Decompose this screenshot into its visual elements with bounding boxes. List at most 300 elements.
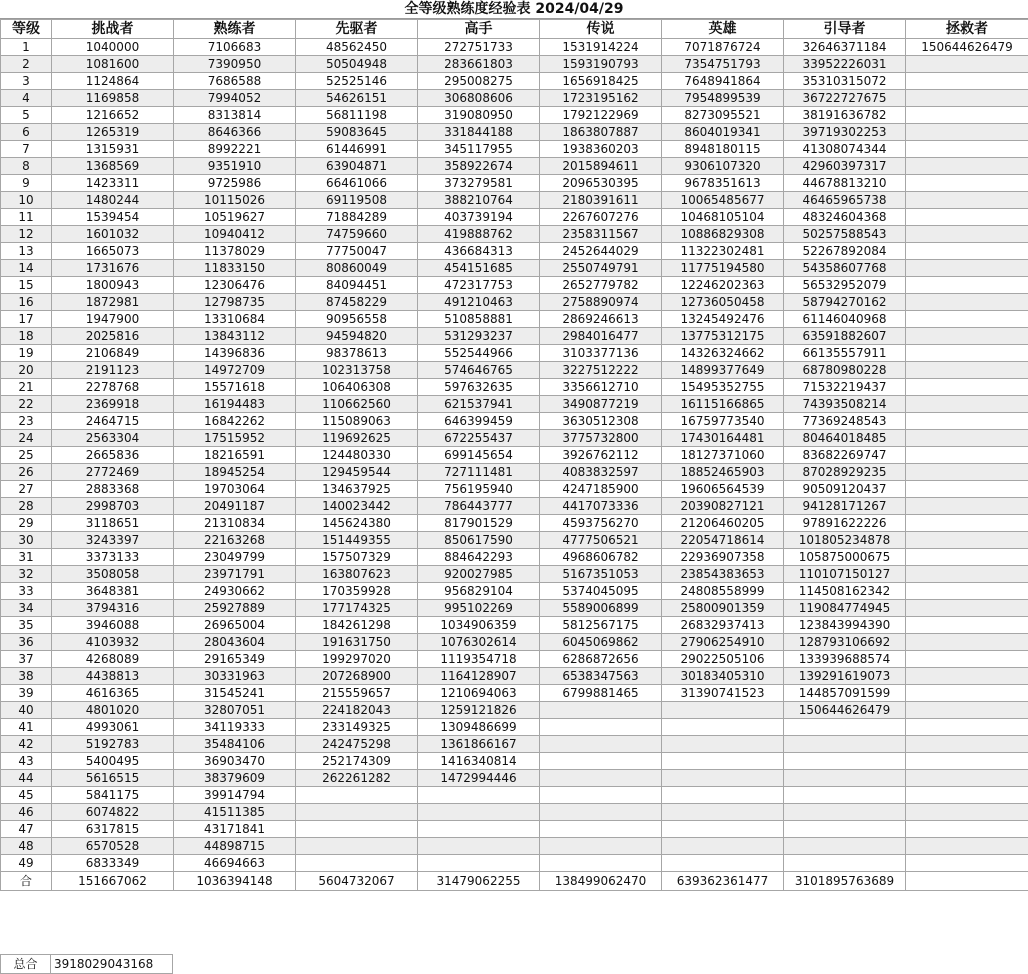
- level-cell[interactable]: 14: [1, 260, 52, 277]
- exp-cell[interactable]: 114508162342: [784, 583, 906, 600]
- exp-cell[interactable]: [296, 821, 418, 838]
- exp-cell[interactable]: [906, 668, 1028, 685]
- exp-cell[interactable]: 1480244: [52, 192, 174, 209]
- exp-cell[interactable]: 98378613: [296, 345, 418, 362]
- exp-cell[interactable]: [540, 821, 662, 838]
- exp-cell[interactable]: [296, 838, 418, 855]
- exp-cell[interactable]: [906, 447, 1028, 464]
- exp-cell[interactable]: 2984016477: [540, 328, 662, 345]
- exp-cell[interactable]: [906, 481, 1028, 498]
- level-cell[interactable]: 47: [1, 821, 52, 838]
- exp-cell[interactable]: [662, 702, 784, 719]
- exp-cell[interactable]: [906, 583, 1028, 600]
- exp-cell[interactable]: 29165349: [174, 651, 296, 668]
- exp-cell[interactable]: 1309486699: [418, 719, 540, 736]
- exp-cell[interactable]: 12736050458: [662, 294, 784, 311]
- exp-cell[interactable]: 43171841: [174, 821, 296, 838]
- header-level[interactable]: 等级: [1, 20, 52, 39]
- exp-cell[interactable]: 2550749791: [540, 260, 662, 277]
- exp-cell[interactable]: [906, 651, 1028, 668]
- exp-cell[interactable]: 61446991: [296, 141, 418, 158]
- exp-cell[interactable]: [906, 804, 1028, 821]
- exp-cell[interactable]: [784, 719, 906, 736]
- exp-cell[interactable]: 207268900: [296, 668, 418, 685]
- level-cell[interactable]: 27: [1, 481, 52, 498]
- exp-cell[interactable]: 597632635: [418, 379, 540, 396]
- exp-cell[interactable]: 84094451: [296, 277, 418, 294]
- exp-cell[interactable]: [662, 787, 784, 804]
- exp-cell[interactable]: 3227512222: [540, 362, 662, 379]
- exp-cell[interactable]: 9678351613: [662, 175, 784, 192]
- exp-cell[interactable]: 83682269747: [784, 447, 906, 464]
- exp-cell[interactable]: [906, 56, 1028, 73]
- level-cell[interactable]: 15: [1, 277, 52, 294]
- level-cell[interactable]: 1: [1, 39, 52, 56]
- exp-cell[interactable]: 56811198: [296, 107, 418, 124]
- exp-cell[interactable]: 727111481: [418, 464, 540, 481]
- exp-cell[interactable]: 12306476: [174, 277, 296, 294]
- exp-cell[interactable]: 373279581: [418, 175, 540, 192]
- exp-cell[interactable]: 48562450: [296, 39, 418, 56]
- exp-cell[interactable]: 87028929235: [784, 464, 906, 481]
- exp-cell[interactable]: [784, 770, 906, 787]
- exp-cell[interactable]: [906, 158, 1028, 175]
- exp-cell[interactable]: 106406308: [296, 379, 418, 396]
- exp-cell[interactable]: [906, 515, 1028, 532]
- exp-cell[interactable]: 54358607768: [784, 260, 906, 277]
- level-cell[interactable]: 19: [1, 345, 52, 362]
- level-cell[interactable]: 24: [1, 430, 52, 447]
- exp-cell[interactable]: 8992221: [174, 141, 296, 158]
- exp-cell[interactable]: [906, 464, 1028, 481]
- exp-cell[interactable]: [906, 634, 1028, 651]
- exp-cell[interactable]: [906, 107, 1028, 124]
- exp-cell[interactable]: [906, 600, 1028, 617]
- exp-cell[interactable]: 28043604: [174, 634, 296, 651]
- exp-cell[interactable]: 32807051: [174, 702, 296, 719]
- exp-cell[interactable]: 11322302481: [662, 243, 784, 260]
- exp-cell[interactable]: [906, 311, 1028, 328]
- exp-cell[interactable]: 1947900: [52, 311, 174, 328]
- level-cell[interactable]: 30: [1, 532, 52, 549]
- exp-cell[interactable]: 3794316: [52, 600, 174, 617]
- level-cell[interactable]: 33: [1, 583, 52, 600]
- exp-cell[interactable]: 12246202363: [662, 277, 784, 294]
- exp-cell[interactable]: 6074822: [52, 804, 174, 821]
- exp-cell[interactable]: 4993061: [52, 719, 174, 736]
- exp-cell[interactable]: [784, 821, 906, 838]
- exp-cell[interactable]: 90509120437: [784, 481, 906, 498]
- exp-cell[interactable]: 24930662: [174, 583, 296, 600]
- exp-cell[interactable]: [906, 770, 1028, 787]
- exp-cell[interactable]: 24808558999: [662, 583, 784, 600]
- total-cell[interactable]: 639362361477: [662, 872, 784, 891]
- exp-cell[interactable]: 2025816: [52, 328, 174, 345]
- exp-cell[interactable]: 5589006899: [540, 600, 662, 617]
- exp-cell[interactable]: 44898715: [174, 838, 296, 855]
- exp-cell[interactable]: 8646366: [174, 124, 296, 141]
- exp-cell[interactable]: 2015894611: [540, 158, 662, 175]
- exp-cell[interactable]: 1423311: [52, 175, 174, 192]
- exp-cell[interactable]: 5841175: [52, 787, 174, 804]
- exp-cell[interactable]: 817901529: [418, 515, 540, 532]
- level-cell[interactable]: 16: [1, 294, 52, 311]
- level-cell[interactable]: 25: [1, 447, 52, 464]
- exp-cell[interactable]: 1472994446: [418, 770, 540, 787]
- exp-cell[interactable]: 884642293: [418, 549, 540, 566]
- exp-cell[interactable]: 956829104: [418, 583, 540, 600]
- exp-cell[interactable]: 4247185900: [540, 481, 662, 498]
- exp-cell[interactable]: 2652779782: [540, 277, 662, 294]
- exp-cell[interactable]: 170359928: [296, 583, 418, 600]
- exp-cell[interactable]: 2369918: [52, 396, 174, 413]
- exp-cell[interactable]: [296, 787, 418, 804]
- level-cell[interactable]: 4: [1, 90, 52, 107]
- exp-cell[interactable]: 491210463: [418, 294, 540, 311]
- exp-cell[interactable]: 56532952079: [784, 277, 906, 294]
- exp-cell[interactable]: [906, 821, 1028, 838]
- exp-cell[interactable]: [906, 838, 1028, 855]
- exp-cell[interactable]: [784, 787, 906, 804]
- level-cell[interactable]: 35: [1, 617, 52, 634]
- exp-cell[interactable]: [906, 685, 1028, 702]
- exp-cell[interactable]: 9306107320: [662, 158, 784, 175]
- level-cell[interactable]: 36: [1, 634, 52, 651]
- exp-cell[interactable]: 71884289: [296, 209, 418, 226]
- exp-cell[interactable]: 38379609: [174, 770, 296, 787]
- level-cell[interactable]: 31: [1, 549, 52, 566]
- exp-cell[interactable]: [906, 736, 1028, 753]
- exp-cell[interactable]: 6799881465: [540, 685, 662, 702]
- exp-cell[interactable]: 1656918425: [540, 73, 662, 90]
- exp-cell[interactable]: 995102269: [418, 600, 540, 617]
- exp-cell[interactable]: 90956558: [296, 311, 418, 328]
- exp-cell[interactable]: 94594820: [296, 328, 418, 345]
- exp-cell[interactable]: 1119354718: [418, 651, 540, 668]
- exp-cell[interactable]: [906, 566, 1028, 583]
- exp-cell[interactable]: 8948180115: [662, 141, 784, 158]
- exp-cell[interactable]: [540, 753, 662, 770]
- exp-cell[interactable]: 756195940: [418, 481, 540, 498]
- exp-cell[interactable]: 163807623: [296, 566, 418, 583]
- exp-cell[interactable]: 4968606782: [540, 549, 662, 566]
- exp-cell[interactable]: [906, 702, 1028, 719]
- exp-cell[interactable]: 119084774945: [784, 600, 906, 617]
- exp-cell[interactable]: [906, 617, 1028, 634]
- exp-cell[interactable]: 1531914224: [540, 39, 662, 56]
- level-cell[interactable]: 26: [1, 464, 52, 481]
- exp-cell[interactable]: [906, 855, 1028, 872]
- exp-cell[interactable]: 1216652: [52, 107, 174, 124]
- exp-cell[interactable]: 33952226031: [784, 56, 906, 73]
- exp-cell[interactable]: [418, 821, 540, 838]
- exp-cell[interactable]: 1034906359: [418, 617, 540, 634]
- exp-cell[interactable]: [784, 736, 906, 753]
- header-expert[interactable]: 高手: [418, 20, 540, 39]
- exp-cell[interactable]: [662, 770, 784, 787]
- exp-cell[interactable]: 7390950: [174, 56, 296, 73]
- exp-cell[interactable]: [906, 209, 1028, 226]
- exp-cell[interactable]: 7954899539: [662, 90, 784, 107]
- exp-cell[interactable]: 20390827121: [662, 498, 784, 515]
- header-savior[interactable]: 拯救者: [906, 20, 1028, 39]
- exp-cell[interactable]: 2180391611: [540, 192, 662, 209]
- exp-cell[interactable]: [906, 549, 1028, 566]
- exp-cell[interactable]: 242475298: [296, 736, 418, 753]
- exp-cell[interactable]: 1259121826: [418, 702, 540, 719]
- total-cell[interactable]: 5604732067: [296, 872, 418, 891]
- exp-cell[interactable]: [906, 787, 1028, 804]
- exp-cell[interactable]: 25927889: [174, 600, 296, 617]
- level-cell[interactable]: 12: [1, 226, 52, 243]
- level-cell[interactable]: 13: [1, 243, 52, 260]
- exp-cell[interactable]: 11775194580: [662, 260, 784, 277]
- exp-cell[interactable]: 77750047: [296, 243, 418, 260]
- exp-cell[interactable]: 3118651: [52, 515, 174, 532]
- exp-cell[interactable]: 8273095521: [662, 107, 784, 124]
- exp-cell[interactable]: 4103932: [52, 634, 174, 651]
- exp-cell[interactable]: 306808606: [418, 90, 540, 107]
- exp-cell[interactable]: 8313814: [174, 107, 296, 124]
- exp-cell[interactable]: 2358311567: [540, 226, 662, 243]
- exp-cell[interactable]: 10065485677: [662, 192, 784, 209]
- exp-cell[interactable]: 2869246613: [540, 311, 662, 328]
- exp-cell[interactable]: [540, 702, 662, 719]
- exp-cell[interactable]: 48324604368: [784, 209, 906, 226]
- level-cell[interactable]: 17: [1, 311, 52, 328]
- level-cell[interactable]: 45: [1, 787, 52, 804]
- exp-cell[interactable]: [906, 719, 1028, 736]
- exp-cell[interactable]: 920027985: [418, 566, 540, 583]
- exp-cell[interactable]: 786443777: [418, 498, 540, 515]
- exp-cell[interactable]: 699145654: [418, 447, 540, 464]
- exp-cell[interactable]: 2464715: [52, 413, 174, 430]
- exp-cell[interactable]: 5374045095: [540, 583, 662, 600]
- exp-cell[interactable]: 2665836: [52, 447, 174, 464]
- grand-total-value[interactable]: 3918029043168: [51, 955, 173, 973]
- exp-cell[interactable]: 22054718614: [662, 532, 784, 549]
- exp-cell[interactable]: 10940412: [174, 226, 296, 243]
- level-cell[interactable]: 6: [1, 124, 52, 141]
- header-guide[interactable]: 引导者: [784, 20, 906, 39]
- level-cell[interactable]: 32: [1, 566, 52, 583]
- header-challenger[interactable]: 挑战者: [52, 20, 174, 39]
- exp-cell[interactable]: 6833349: [52, 855, 174, 872]
- exp-cell[interactable]: 68780980228: [784, 362, 906, 379]
- level-cell[interactable]: 41: [1, 719, 52, 736]
- exp-cell[interactable]: 129459544: [296, 464, 418, 481]
- exp-cell[interactable]: 1601032: [52, 226, 174, 243]
- exp-cell[interactable]: 69119508: [296, 192, 418, 209]
- exp-cell[interactable]: 87458229: [296, 294, 418, 311]
- exp-cell[interactable]: 6317815: [52, 821, 174, 838]
- exp-cell[interactable]: 50257588543: [784, 226, 906, 243]
- exp-cell[interactable]: 74393508214: [784, 396, 906, 413]
- exp-cell[interactable]: 2106849: [52, 345, 174, 362]
- exp-cell[interactable]: 19606564539: [662, 481, 784, 498]
- exp-cell[interactable]: 5812567175: [540, 617, 662, 634]
- header-skilled[interactable]: 熟练者: [174, 20, 296, 39]
- exp-cell[interactable]: 1723195162: [540, 90, 662, 107]
- exp-cell[interactable]: 7648941864: [662, 73, 784, 90]
- exp-cell[interactable]: 31390741523: [662, 685, 784, 702]
- exp-cell[interactable]: 14326324662: [662, 345, 784, 362]
- exp-cell[interactable]: 672255437: [418, 430, 540, 447]
- exp-cell[interactable]: [662, 838, 784, 855]
- exp-cell[interactable]: 3926762112: [540, 447, 662, 464]
- exp-cell[interactable]: [662, 719, 784, 736]
- total-cell[interactable]: [906, 872, 1028, 891]
- exp-cell[interactable]: [296, 855, 418, 872]
- exp-cell[interactable]: 319080950: [418, 107, 540, 124]
- exp-cell[interactable]: 18945254: [174, 464, 296, 481]
- exp-cell[interactable]: 144857091599: [784, 685, 906, 702]
- exp-cell[interactable]: 17515952: [174, 430, 296, 447]
- exp-cell[interactable]: 184261298: [296, 617, 418, 634]
- exp-cell[interactable]: 4616365: [52, 685, 174, 702]
- exp-cell[interactable]: 1593190793: [540, 56, 662, 73]
- exp-cell[interactable]: [540, 787, 662, 804]
- exp-cell[interactable]: 105875000675: [784, 549, 906, 566]
- exp-cell[interactable]: 262261282: [296, 770, 418, 787]
- exp-cell[interactable]: 419888762: [418, 226, 540, 243]
- exp-cell[interactable]: 29022505106: [662, 651, 784, 668]
- exp-cell[interactable]: 15571618: [174, 379, 296, 396]
- exp-cell[interactable]: 26832937413: [662, 617, 784, 634]
- exp-cell[interactable]: 21310834: [174, 515, 296, 532]
- exp-cell[interactable]: 2758890974: [540, 294, 662, 311]
- exp-cell[interactable]: [906, 175, 1028, 192]
- exp-cell[interactable]: 119692625: [296, 430, 418, 447]
- exp-cell[interactable]: 2883368: [52, 481, 174, 498]
- exp-cell[interactable]: 1368569: [52, 158, 174, 175]
- exp-cell[interactable]: 134637925: [296, 481, 418, 498]
- exp-cell[interactable]: 358922674: [418, 158, 540, 175]
- exp-cell[interactable]: 97891622226: [784, 515, 906, 532]
- total-cell[interactable]: 31479062255: [418, 872, 540, 891]
- header-hero[interactable]: 英雄: [662, 20, 784, 39]
- exp-cell[interactable]: 3630512308: [540, 413, 662, 430]
- exp-cell[interactable]: 110662560: [296, 396, 418, 413]
- exp-cell[interactable]: [662, 855, 784, 872]
- exp-cell[interactable]: 13775312175: [662, 328, 784, 345]
- exp-cell[interactable]: 7106683: [174, 39, 296, 56]
- exp-cell[interactable]: 35484106: [174, 736, 296, 753]
- exp-cell[interactable]: 295008275: [418, 73, 540, 90]
- exp-cell[interactable]: [906, 532, 1028, 549]
- exp-cell[interactable]: 1076302614: [418, 634, 540, 651]
- exp-cell[interactable]: [296, 804, 418, 821]
- exp-cell[interactable]: [418, 804, 540, 821]
- exp-cell[interactable]: [906, 277, 1028, 294]
- exp-cell[interactable]: 15495352755: [662, 379, 784, 396]
- exp-cell[interactable]: [540, 719, 662, 736]
- exp-cell[interactable]: 61146040968: [784, 311, 906, 328]
- exp-cell[interactable]: [662, 821, 784, 838]
- exp-cell[interactable]: 20491187: [174, 498, 296, 515]
- total-cell[interactable]: 138499062470: [540, 872, 662, 891]
- level-cell[interactable]: 42: [1, 736, 52, 753]
- exp-cell[interactable]: 71532219437: [784, 379, 906, 396]
- exp-cell[interactable]: [540, 736, 662, 753]
- exp-cell[interactable]: 11378029: [174, 243, 296, 260]
- exp-cell[interactable]: 1665073: [52, 243, 174, 260]
- exp-cell[interactable]: 1081600: [52, 56, 174, 73]
- exp-cell[interactable]: 110107150127: [784, 566, 906, 583]
- exp-cell[interactable]: 3103377136: [540, 345, 662, 362]
- exp-cell[interactable]: 54626151: [296, 90, 418, 107]
- exp-cell[interactable]: 66461066: [296, 175, 418, 192]
- level-cell[interactable]: 48: [1, 838, 52, 855]
- exp-cell[interactable]: [906, 90, 1028, 107]
- level-cell[interactable]: 2: [1, 56, 52, 73]
- exp-cell[interactable]: 21206460205: [662, 515, 784, 532]
- level-cell[interactable]: 49: [1, 855, 52, 872]
- exp-cell[interactable]: 41308074344: [784, 141, 906, 158]
- exp-cell[interactable]: [662, 736, 784, 753]
- exp-cell[interactable]: 123843994390: [784, 617, 906, 634]
- exp-cell[interactable]: 3373133: [52, 549, 174, 566]
- exp-cell[interactable]: 233149325: [296, 719, 418, 736]
- level-cell[interactable]: 7: [1, 141, 52, 158]
- exp-cell[interactable]: 66135557911: [784, 345, 906, 362]
- exp-cell[interactable]: 26965004: [174, 617, 296, 634]
- exp-cell[interactable]: 94128171267: [784, 498, 906, 515]
- exp-cell[interactable]: 4417073336: [540, 498, 662, 515]
- exp-cell[interactable]: [540, 855, 662, 872]
- exp-cell[interactable]: [662, 804, 784, 821]
- exp-cell[interactable]: 157507329: [296, 549, 418, 566]
- exp-cell[interactable]: 4268089: [52, 651, 174, 668]
- exp-cell[interactable]: 23971791: [174, 566, 296, 583]
- exp-cell[interactable]: 27906254910: [662, 634, 784, 651]
- exp-cell[interactable]: 1800943: [52, 277, 174, 294]
- exp-cell[interactable]: 39719302253: [784, 124, 906, 141]
- exp-cell[interactable]: [906, 498, 1028, 515]
- exp-cell[interactable]: 46465965738: [784, 192, 906, 209]
- exp-cell[interactable]: 1872981: [52, 294, 174, 311]
- exp-cell[interactable]: 1315931: [52, 141, 174, 158]
- exp-cell[interactable]: 272751733: [418, 39, 540, 56]
- exp-cell[interactable]: 133939688574: [784, 651, 906, 668]
- exp-cell[interactable]: [540, 770, 662, 787]
- exp-cell[interactable]: 22163268: [174, 532, 296, 549]
- exp-cell[interactable]: 7686588: [174, 73, 296, 90]
- exp-cell[interactable]: 36903470: [174, 753, 296, 770]
- exp-cell[interactable]: 5616515: [52, 770, 174, 787]
- exp-cell[interactable]: 252174309: [296, 753, 418, 770]
- exp-cell[interactable]: [906, 124, 1028, 141]
- exp-cell[interactable]: 8604019341: [662, 124, 784, 141]
- exp-cell[interactable]: [418, 787, 540, 804]
- exp-cell[interactable]: 16194483: [174, 396, 296, 413]
- exp-cell[interactable]: [906, 226, 1028, 243]
- exp-cell[interactable]: [418, 855, 540, 872]
- exp-cell[interactable]: 1416340814: [418, 753, 540, 770]
- exp-cell[interactable]: 2278768: [52, 379, 174, 396]
- exp-cell[interactable]: 18127371060: [662, 447, 784, 464]
- exp-cell[interactable]: [784, 855, 906, 872]
- exp-cell[interactable]: [906, 413, 1028, 430]
- level-cell[interactable]: 9: [1, 175, 52, 192]
- exp-cell[interactable]: 74759660: [296, 226, 418, 243]
- exp-cell[interactable]: 39914794: [174, 787, 296, 804]
- exp-cell[interactable]: 115089063: [296, 413, 418, 430]
- exp-cell[interactable]: 22936907358: [662, 549, 784, 566]
- exp-cell[interactable]: 646399459: [418, 413, 540, 430]
- exp-cell[interactable]: 7071876724: [662, 39, 784, 56]
- exp-cell[interactable]: 531293237: [418, 328, 540, 345]
